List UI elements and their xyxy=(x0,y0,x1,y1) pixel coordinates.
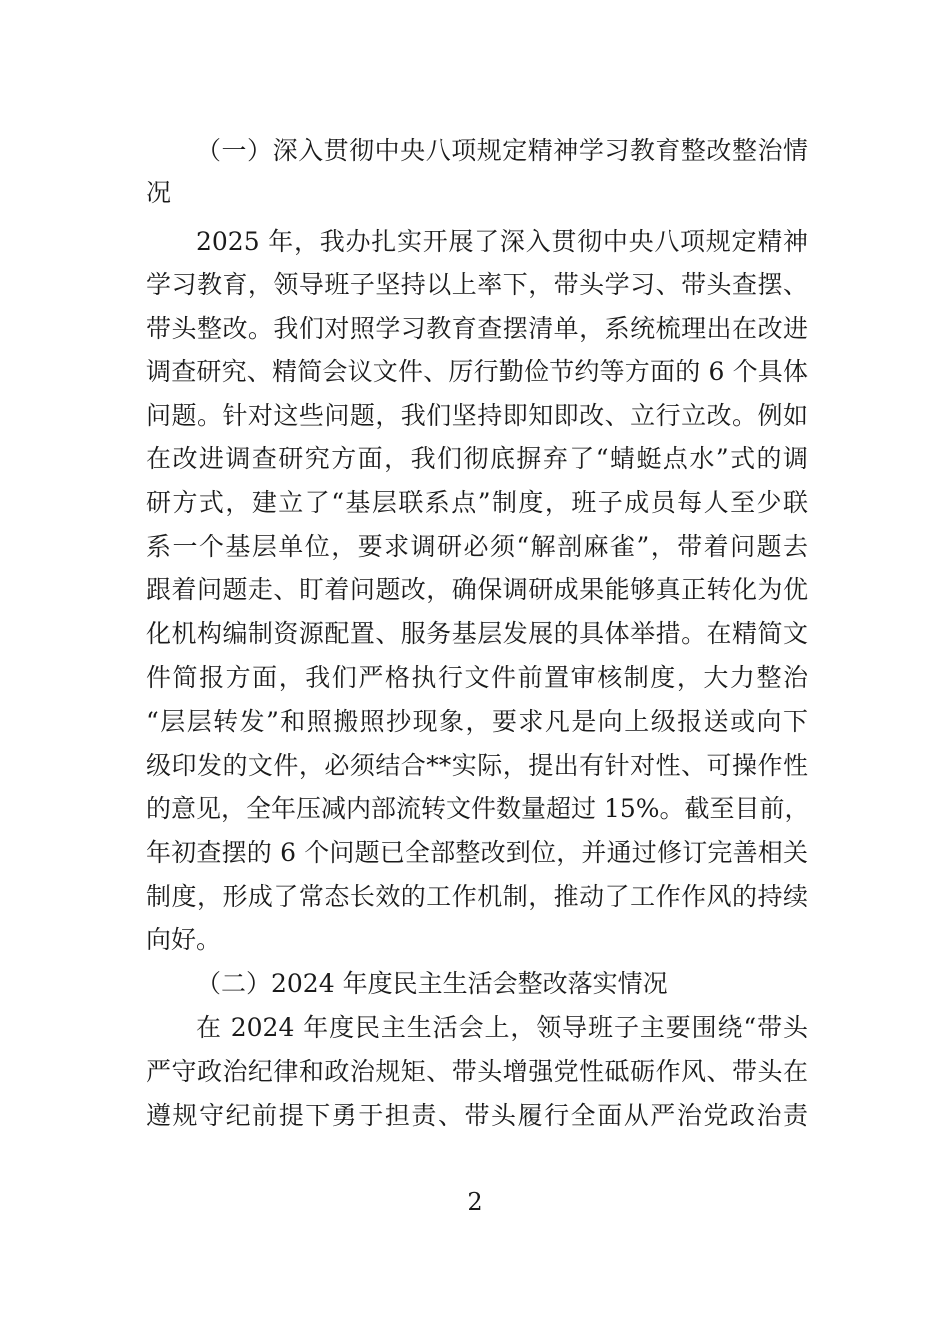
paragraph-1-line: 级印发的文件，必须结合**实际，提出有针对性、可操作性 xyxy=(146,751,808,780)
paragraph-1-line: 调查研究、精简会议文件、厉行勤俭节约等方面的 6 个具体 xyxy=(146,357,808,386)
paragraph-1-line: 问题。针对这些问题，我们坚持即知即改、立行立改。例如 xyxy=(146,401,808,430)
paragraph-2-line: 严守政治纪律和政治规矩、带头增强党性砥砺作风、带头在 xyxy=(146,1057,808,1086)
section-heading-1-line-1: （一）深入贯彻中央八项规定精神学习教育整改整治情 xyxy=(196,136,808,165)
paragraph-1-line: 年初查摆的 6 个问题已全部整改到位，并通过修订完善相关 xyxy=(146,838,808,867)
section-heading-1-line-2: 况 xyxy=(146,178,172,207)
paragraph-1-line: 学习教育，领导班子坚持以上率下，带头学习、带头查摆、 xyxy=(146,270,808,299)
paragraph-1-line: 向好。 xyxy=(146,925,222,954)
section-heading-2: （二）2024 年度民主生活会整改落实情况 xyxy=(196,969,668,998)
paragraph-2-line: 遵规守纪前提下勇于担责、带头履行全面从严治党政治责 xyxy=(146,1101,808,1130)
paragraph-1-line: 系一个基层单位，要求调研必须“解剖麻雀”，带着问题去 xyxy=(146,532,808,561)
paragraph-1-line: 在改进调查研究方面，我们彻底摒弃了“蜻蜓点水”式的调 xyxy=(146,444,808,473)
paragraph-1-line: 跟着问题走、盯着问题改，确保调研成果能够真正转化为优 xyxy=(146,575,808,604)
paragraph-1-line: 件简报方面，我们严格执行文件前置审核制度，大力整治 xyxy=(146,663,808,692)
paragraph-1-line: “层层转发”和照搬照抄现象，要求凡是向上级报送或向下 xyxy=(146,707,808,736)
paragraph-1-line: 2025 年，我办扎实开展了深入贯彻中央八项规定精神 xyxy=(196,227,808,256)
paragraph-1-line: 制度，形成了常态长效的工作机制，推动了工作作风的持续 xyxy=(146,882,808,911)
paragraph-1-line: 研方式，建立了“基层联系点”制度，班子成员每人至少联 xyxy=(146,488,808,517)
paragraph-2-line: 在 2024 年度民主生活会上，领导班子主要围绕“带头 xyxy=(196,1013,808,1042)
paragraph-1-line: 化机构编制资源配置、服务基层发展的具体举措。在精简文 xyxy=(146,619,808,648)
page-number: 2 xyxy=(467,1188,483,1216)
paragraph-1-line: 带头整改。我们对照学习教育查摆清单，系统梳理出在改进 xyxy=(146,314,808,343)
paragraph-1-line: 的意见，全年压减内部流转文件数量超过 15%。截至目前， xyxy=(146,794,810,823)
